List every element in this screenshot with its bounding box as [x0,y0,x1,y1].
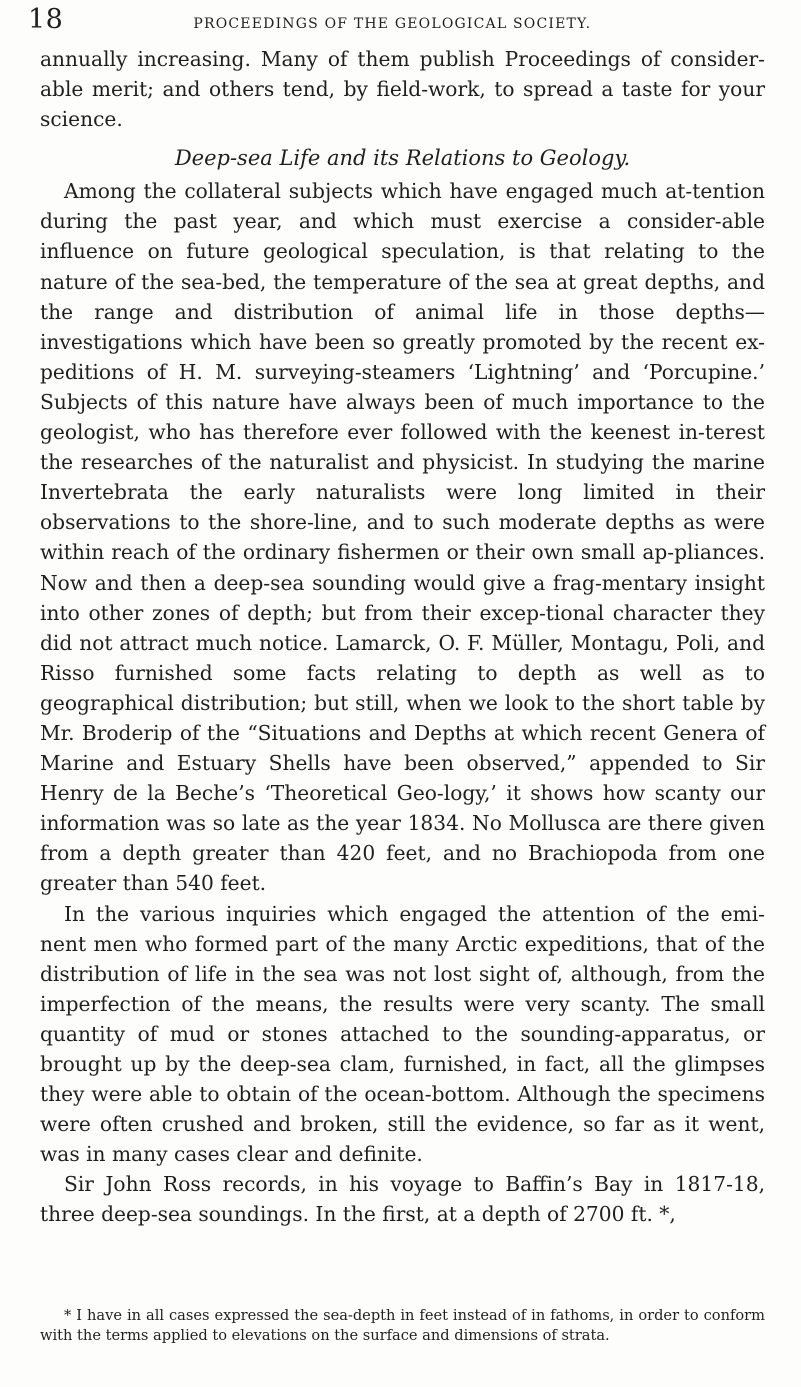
paragraph-2: Among the collateral subjects which have engaged much at-tention during the past year, and which must exercise a consider-able influence on future geological speculation, is that relating to the nature of the sea-bed, the temperature of the sea at great depths, and the range and distribution of animal life in those depths— investigations which have been so greatly promoted by the recent ex-peditions of H. M. surveying-steamers ‘Lightning’ and ‘Porcupine.’ Subjects of this nature have always been of much importance to the geologist, who has therefore ever followed with the keenest in-terest the researches of the naturalist and physicist. In studying the marine Invertebrata the early naturalists were long limited in their observations to the shore-line, and to such moderate depths as were within reach of the ordinary fishermen or their own small ap-pliances. Now and then a deep-sea sounding would give a frag-mentary insight into other zones of depth; but from their excep-tional character they did not attract much notice. Lamarck, O. F. Müller, Montagu, Poli, and Risso furnished some facts relating to depth as well as to geographical distribution; but still, when we look to the short table by Mr. Broderip of the “Situations and Depths at which recent Genera of Marine and Estuary Shells have been observed,” appended to Sir Henry de la Beche’s ‘Theoretical Geo-logy,’ it shows how scanty our information was so late as the year 1834. No Mollusca are there given from a depth greater than 420 feet, and no Brachiopoda from one greater than 540 feet. [40,179,765,896]
body-text [40,44,765,1230]
running-head: PROCEEDINGS OF THE GEOLOGICAL SOCIETY. [193,16,592,32]
section-heading: Deep-sea Life and its Relations to Geology. [174,146,631,171]
page-header [28,4,728,36]
paragraph-4: Sir John Ross records, in his voyage to Baffin’s Bay in 1817-18, three deep-sea soundings. In the first, at a depth of 2700 ft. *, [40,1172,765,1227]
footnote: * I have in all cases expressed the sea-depth in feet instead of in fathoms, in order to conform with the terms applied to elevations on the surface and dimensions of strata. [40,1307,765,1344]
paragraph-1: annually increasing. Many of them publish Proceedings of consider-able merit; and others tend, by field-work, to spread a taste for your science. [40,47,765,132]
paragraph-3: In the various inquiries which engaged the attention of the emi-nent men who formed part of the many Arctic expeditions, that of the distribution of life in the sea was not lost sight of, although, from the imperfection of the means, the results were very scanty. The small quantity of mud or stones attached to the sounding-apparatus, or brought up by the deep-sea clam, furnished, in fact, all the glimpses they were able to obtain of the ocean-bottom. Although the specimens were often crushed and broken, still the evidence, so far as it went, was in many cases clear and definite. [40,901,765,1167]
page-number: 18 [28,4,64,35]
